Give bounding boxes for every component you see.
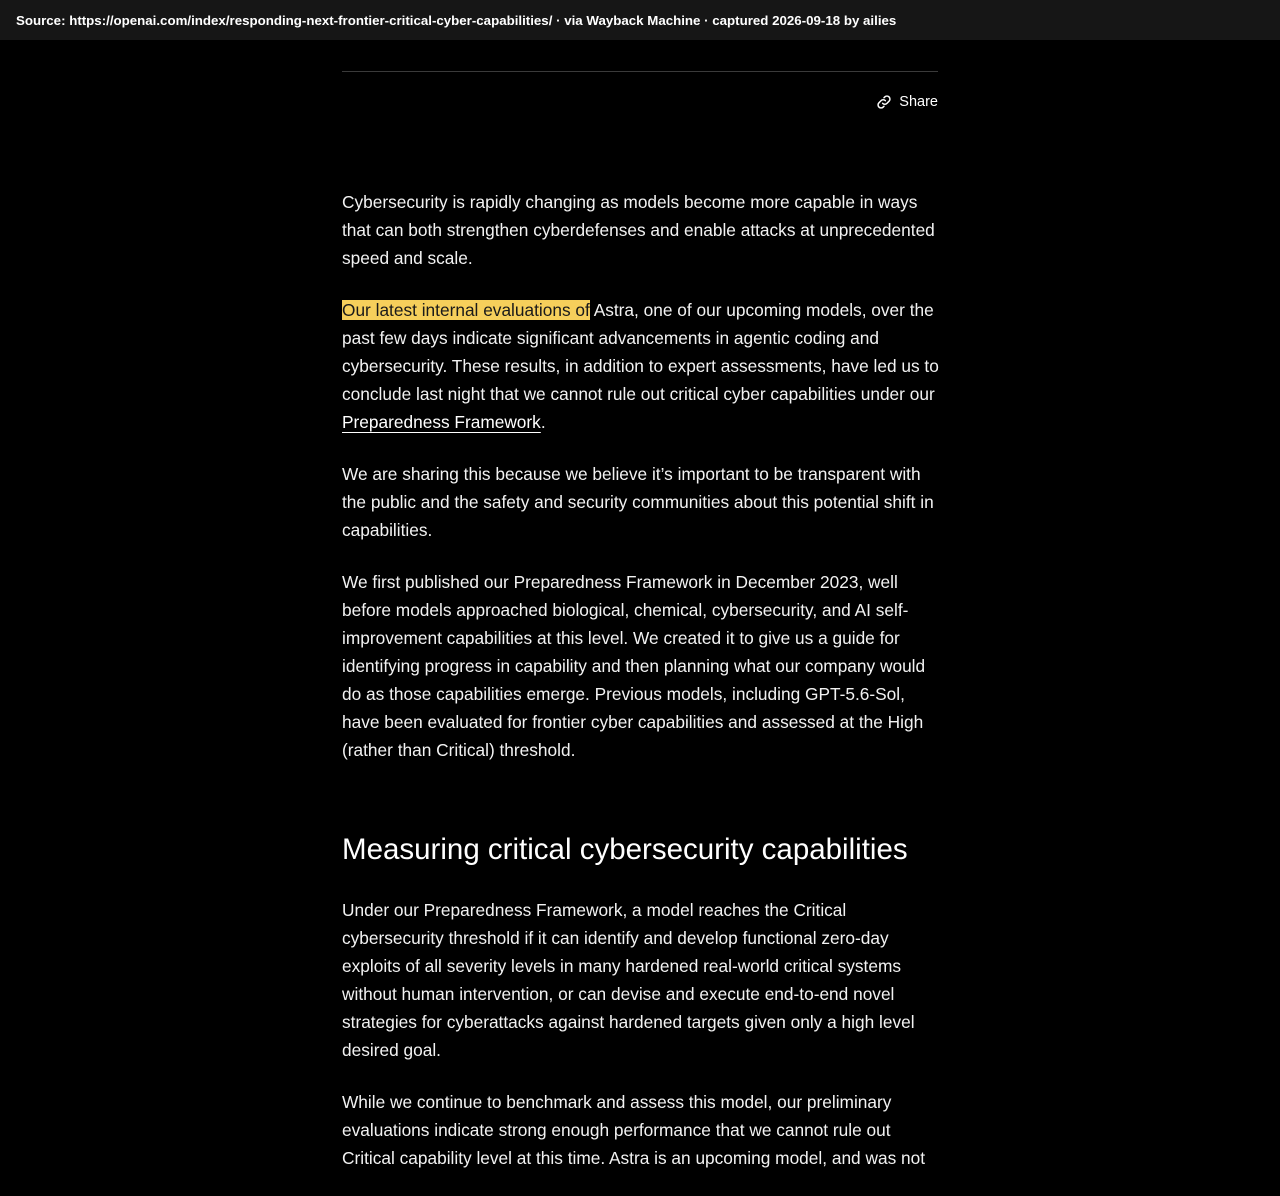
paragraph-evaluations-text: Astra, one of our upcoming models, over the past few days indicate significant advancements in agentic coding and cybersecurity. These results, in addition to expert assessments, have led us to conclude last night that we cannot rule out critical cyber capabilities under our xyxy=(342,300,939,404)
article-body xyxy=(342,188,942,1196)
share-button[interactable] xyxy=(876,94,938,110)
preparedness-framework-link[interactable]: Preparedness Framework xyxy=(342,412,541,432)
paragraph-critical-threshold: Under our Preparedness Framework, a model reaches the Critical cybersecurity threshold if it can identify and develop functional zero-day exploits of all severity levels in many hardened real-world critical systems without human intervention, or can devise and execute end-to-end novel strategies for cyberattacks against hardened targets given only a high level desired goal. xyxy=(342,900,915,1060)
link-icon xyxy=(876,94,892,110)
paragraph-evaluations-end: . xyxy=(540,412,546,432)
highlighted-text: Our latest internal evaluations of xyxy=(342,300,590,320)
paragraph-intro: Cybersecurity is rapidly changing as models become more capable in ways that can both strengthen cyberdefenses and enable attacks at unprecedented speed and scale. xyxy=(342,192,935,268)
paragraph-preliminary-evaluations: While we continue to benchmark and assess this model, our preliminary evaluations indicate strong enough performance that we cannot rule out Critical capability level at this time. Astra is an upcoming model, and was not xyxy=(342,1092,926,1168)
paragraph-transparency: We are sharing this because we believe it’s important to be transparent with the public and the safety and security communities about this potential shift in capabilities. xyxy=(342,464,934,540)
header-divider xyxy=(342,71,938,72)
section-heading: Measuring critical cybersecurity capabilities xyxy=(342,833,908,866)
share-label: Share xyxy=(899,94,938,110)
source-bar-text: Source: https://openai.com/index/responding-next-frontier-critical-cyber-capabilities/ · via Wayback Machine · captured 2026-09-18 by ailies xyxy=(16,12,897,28)
paragraph-framework-history: We first published our Preparedness Framework in December 2023, well before models approached biological, chemical, cybersecurity, and AI self-improvement capabilities at this level. We created it to give us a guide for identifying progress in capability and then planning what our company would do as those capabilities emerge. Previous models, including GPT-5.6-Sol, have been evaluated for frontier cyber capabilities and assessed at the High (rather than Critical) threshold. xyxy=(342,572,926,760)
source-bar xyxy=(0,0,1280,40)
paragraph-evaluations xyxy=(342,296,942,436)
